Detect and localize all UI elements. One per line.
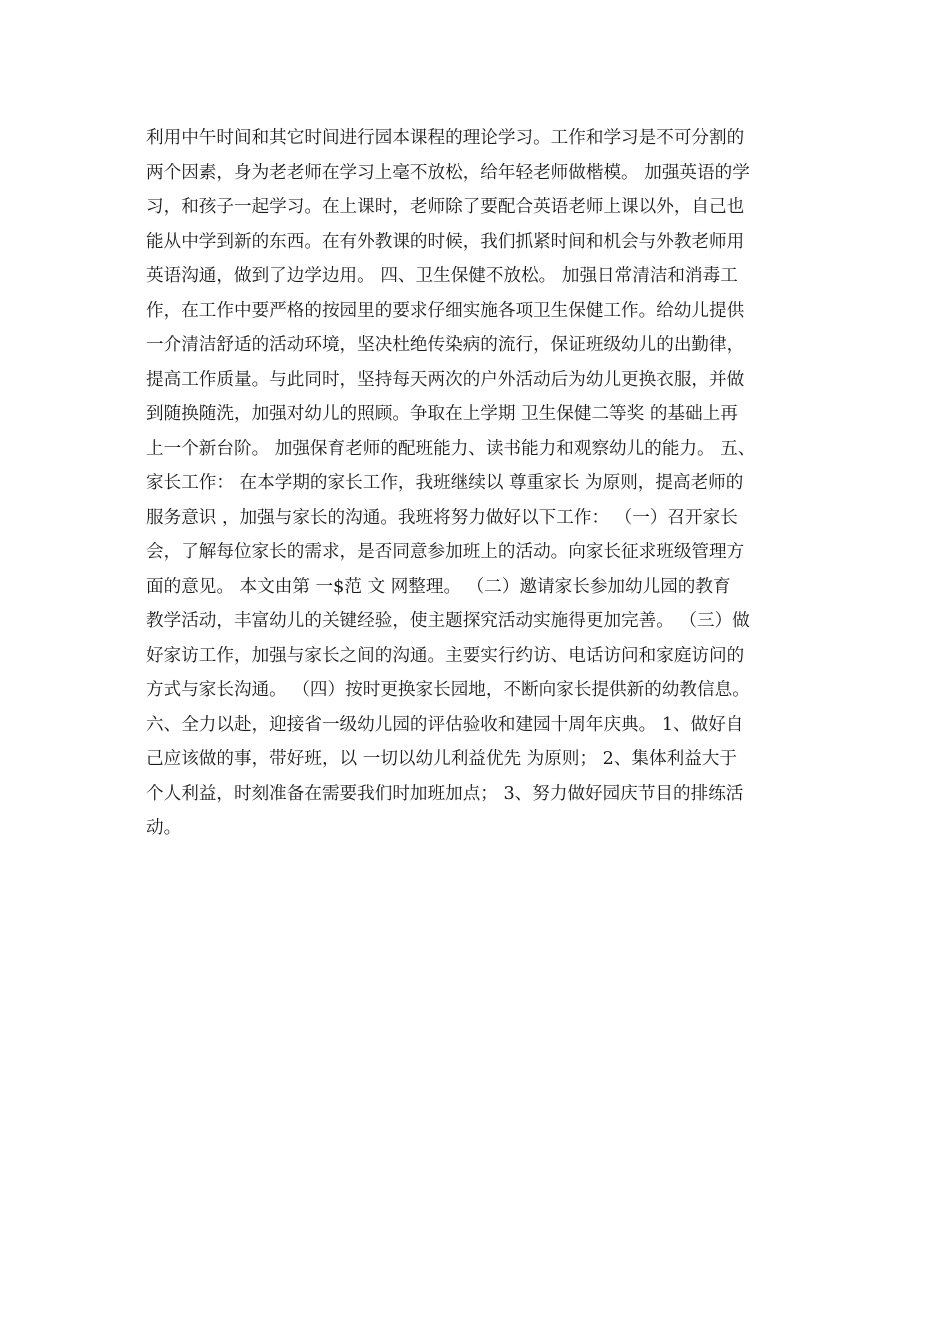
text-line: 动。 [146,818,182,838]
text-line: 服务意识 ，加强与家长的沟通。我班将努力做好以下工作： （一）召开家长 [146,507,738,528]
text-line: 会，了解每位家长的需求，是否同意参加班上的活动。向家长征求班级管理方 [146,542,745,562]
text-line: 上一个新台阶。 加强保育老师的配班能力、读书能力和观察幼儿的能力。 五、 [146,438,756,459]
text-line: 习，和孩子一起学习。在上课时，老师除了要配合英语老师上课以外，自己也 [146,197,745,217]
body-text [146,121,810,846]
text-line: 一介清洁舒适的活动环境，坚决杜绝传染病的流行，保证班级幼儿的出勤律， [146,335,745,355]
text-line: 教学活动，丰富幼儿的关键经验，使主题探究活动实施得更加完善。 （三）做 [146,611,750,631]
text-line: 六、全力以赴，迎接省一级幼儿园的评估验收和建园十周年庆典。 1、做好自 [146,714,744,735]
text-line: 作，在工作中要严格的按园里的要求仔细实施各项卫生保健工作。给幼儿提供 [146,300,745,321]
text-line: 好家访工作，加强与家长之间的沟通。主要实行约访、电话访问和家庭访问的 [146,645,745,666]
text-line: 到随换随洗，加强对幼儿的照顾。争取在上学期 卫生保健二等奖 的基础上再 [146,404,738,424]
text-line: 面的意见。 本文由第 一$范 文 网整理。 （二）邀请家长参加幼儿园的教育 [146,576,731,597]
text-line: 能从中学到新的东西。在有外教课的时候，我们抓紧时间和机会与外教老师用 [146,231,745,252]
text-line: 利用中午时间和其它时间进行园本课程的理论学习。工作和学习是不可分割的 [146,128,745,148]
text-line: 英语沟通，做到了边学边用。 四、卫生保健不放松。 加强日常清洁和消毒工 [146,266,738,286]
text-line: 家长工作： 在本学期的家长工作，我班继续以 尊重家长 为原则，提高老师的 [146,473,744,493]
text-line: 个人利益，时刻准备在需要我们时加班加点； 3、努力做好园庆节目的排练活 [146,783,744,804]
text-line: 提高工作质量。与此同时，坚持每天两次的户外活动后为幼儿更换衣服，并做 [146,369,745,390]
text-line: 己应该做的事，带好班，以 一切以幼儿利益优先 为原则； 2、集体利益大于 [146,749,737,769]
text-line: 两个因素，身为老老师在学习上毫不放松，给年轻老师做楷模。 加强英语的学 [146,162,750,183]
text-line: 方式与家长沟通。 （四）按时更换家长园地，不断向家长提供新的幼教信息。 [146,680,750,700]
